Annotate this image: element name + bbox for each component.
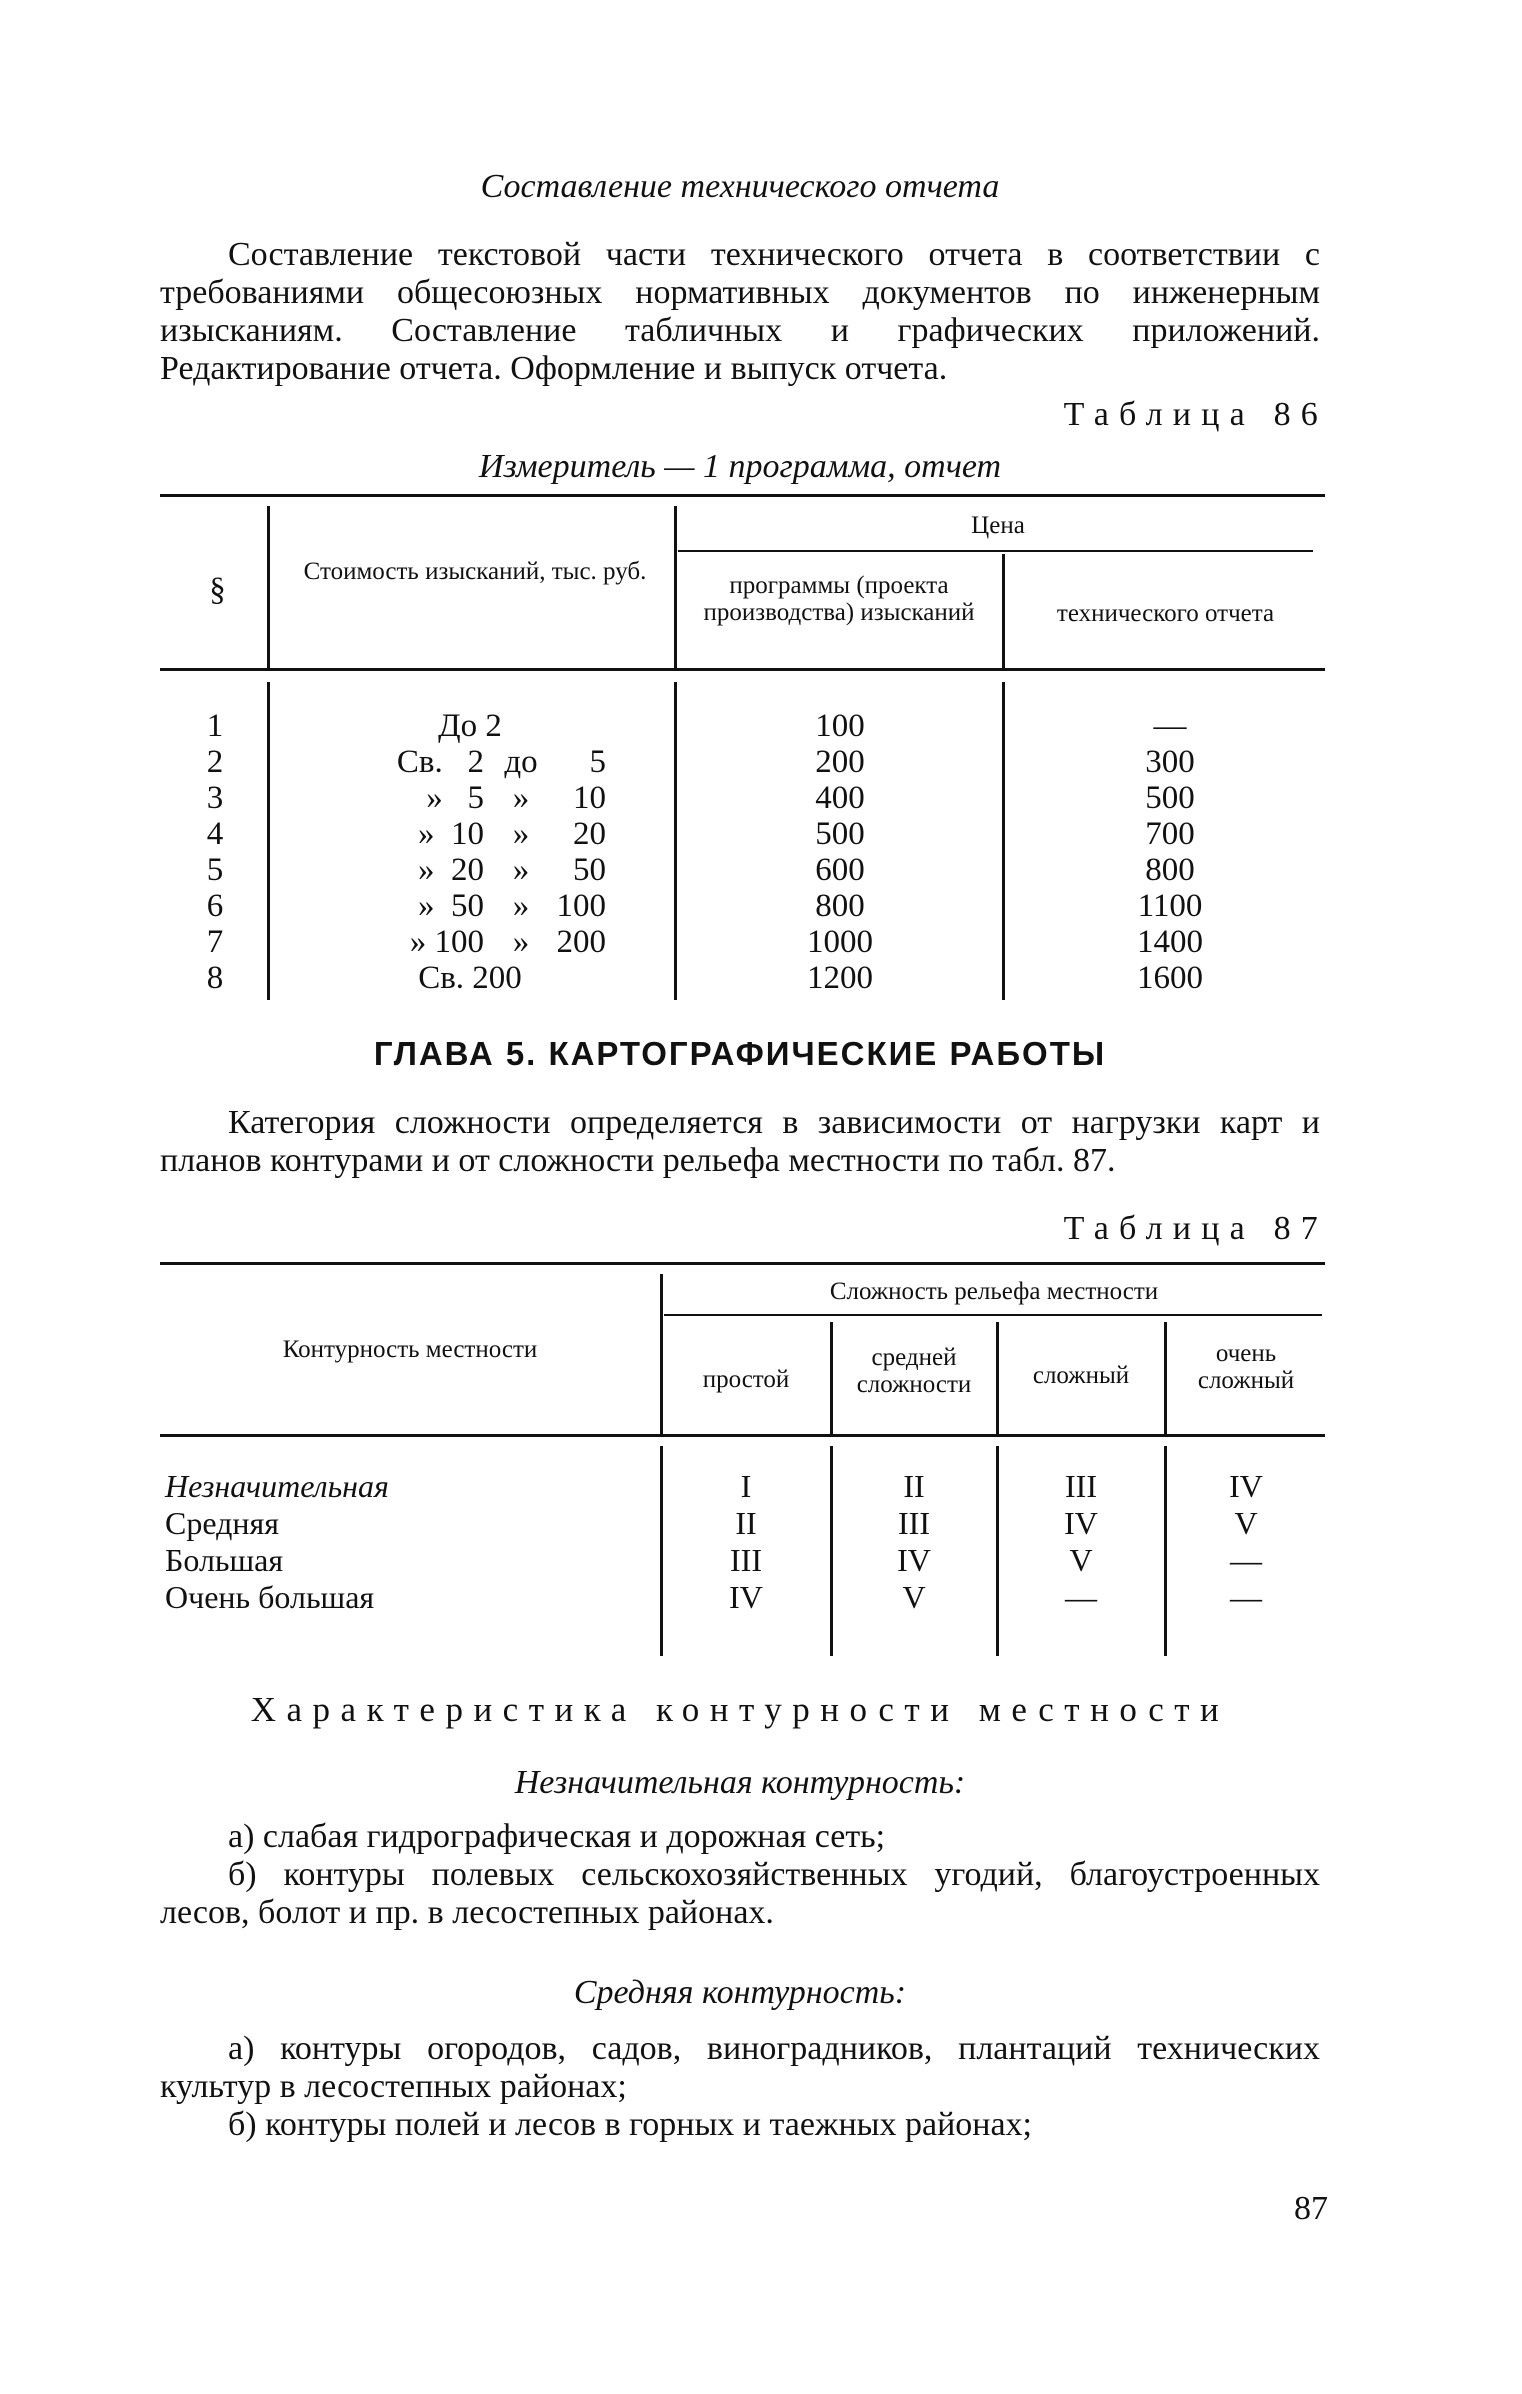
table86-row-to: 100 bbox=[556, 888, 606, 924]
table86-row-from: » 100 bbox=[409, 924, 484, 960]
medium-contour-heading: Средняя контурность: bbox=[573, 1974, 907, 2011]
table86-row-number: 5 bbox=[206, 852, 224, 888]
table86-divider-2 bbox=[674, 506, 677, 668]
table86-row-number: 6 bbox=[206, 888, 224, 924]
table87-row-medium: IV bbox=[897, 1542, 931, 1578]
table87-row-simple: II bbox=[735, 1505, 757, 1541]
table87-header-rule bbox=[160, 1434, 1325, 1437]
report-section-heading: Составление технического отчета bbox=[480, 168, 1000, 205]
table86-row-program: 100 bbox=[815, 708, 865, 744]
table86-top-rule bbox=[160, 494, 1325, 497]
table87-divider-3 bbox=[996, 1322, 999, 1434]
table86-row-report: 500 bbox=[1145, 780, 1195, 816]
table87-row-simple: IV bbox=[729, 1579, 763, 1615]
table87-row-complex: III bbox=[1065, 1468, 1097, 1504]
table86-row-sep: » bbox=[512, 780, 530, 816]
table87-body-divider-4 bbox=[1164, 1446, 1167, 1656]
table87-header-medium: средней сложности bbox=[856, 1344, 972, 1398]
table87-row-name: Большая bbox=[165, 1542, 284, 1578]
table86-row-sep: » bbox=[512, 924, 530, 960]
table86-row-number: 1 bbox=[206, 708, 224, 744]
table86-row-from: » 50 bbox=[418, 888, 484, 924]
table87-divider-4 bbox=[1164, 1322, 1167, 1434]
table86-row-report: 300 bbox=[1145, 744, 1195, 780]
table87-row-medium: III bbox=[898, 1505, 930, 1541]
table86-row-to: 50 bbox=[573, 852, 606, 888]
table86-row-sep: » bbox=[512, 888, 530, 924]
table86-header-cost: Стоимость изысканий, тыс. руб. bbox=[303, 558, 647, 585]
table86-row-program: 800 bbox=[815, 888, 865, 924]
table87-row-complex: V bbox=[1069, 1542, 1093, 1578]
table87-body-divider-2 bbox=[830, 1446, 833, 1656]
table86-row-program: 1000 bbox=[807, 924, 873, 960]
table86-row-to: 10 bbox=[573, 780, 606, 816]
table86-row-sep: » bbox=[512, 816, 530, 852]
table87-row-name: Средняя bbox=[165, 1505, 279, 1541]
table87-label: Таблица 87 bbox=[1063, 1210, 1328, 1247]
medium-contour-item-a: а) контуры огородов, садов, виноградников, плантаций технических культур в лесостепных районах; bbox=[160, 2030, 1320, 2105]
minor-contour-item-b: б) контуры полевых сельскохозяйственных угодий, благоустроенных лесов, болот и пр. в лесостепных районах. bbox=[160, 1856, 1320, 1931]
table87-row-medium: V bbox=[902, 1579, 926, 1615]
table86-row-number: 2 bbox=[206, 744, 224, 780]
table86-row-from: » 20 bbox=[418, 852, 484, 888]
table87-row-name: Очень большая bbox=[165, 1579, 375, 1615]
table87-header-contour: Контурность местности bbox=[282, 1336, 538, 1363]
table87-row-simple: I bbox=[740, 1468, 752, 1504]
table86-row-report: 1600 bbox=[1137, 960, 1203, 996]
chapter5-title: ГЛАВА 5. КАРТОГРАФИЧЕСКИЕ РАБОТЫ bbox=[373, 1035, 1107, 1072]
table86-row-program: 1200 bbox=[807, 960, 873, 996]
report-section-paragraph: Составление текстовой части технического отчета в соответствии с требованиями общесоюзных нормативных документов по инженерным изысканиям. Составление табличных и графических приложений. Редактирование отчета. Оформление и выпуск отчета. bbox=[160, 236, 1320, 387]
table86-row-from: » 5 bbox=[426, 780, 484, 816]
table86-body-divider-2 bbox=[674, 682, 677, 1000]
table87-row-complex: IV bbox=[1064, 1505, 1098, 1541]
table86-unit: Измеритель — 1 программа, отчет bbox=[478, 448, 1002, 485]
table86-price-rule bbox=[678, 550, 1313, 552]
table86-body-divider-1 bbox=[267, 682, 270, 1000]
minor-contour-item-a: а) слабая гидрографическая и дорожная сеть; bbox=[228, 1818, 886, 1855]
table86-header-section: § bbox=[209, 572, 226, 608]
characteristics-title: Характеристика контурности местности bbox=[250, 1690, 1230, 1729]
table87-body-divider-1 bbox=[660, 1446, 663, 1656]
table87-header-relief: Сложность рельефа местности bbox=[829, 1278, 1159, 1305]
medium-contour-item-b: б) контуры полей и лесов в горных и таежных районах; bbox=[228, 2106, 1032, 2143]
table86-row-program: 500 bbox=[815, 816, 865, 852]
table86-row-from: » 10 bbox=[418, 816, 484, 852]
table86-body-divider-3 bbox=[1002, 682, 1005, 1000]
table86-header-rule bbox=[160, 668, 1325, 671]
table86-divider-3 bbox=[1002, 554, 1005, 668]
table87-row-very-complex: — bbox=[1230, 1579, 1262, 1615]
table87-row-very-complex: V bbox=[1234, 1505, 1258, 1541]
table87-header-very-complex: очень сложный bbox=[1197, 1340, 1295, 1394]
table87-row-name: Незначительная bbox=[165, 1468, 389, 1504]
table87-body-divider-3 bbox=[996, 1446, 999, 1656]
table86-row-program: 400 bbox=[815, 780, 865, 816]
table86-header-report: технического отчета bbox=[1056, 600, 1275, 627]
table86-row-to: 20 bbox=[573, 816, 606, 852]
table86-row-number: 8 bbox=[206, 960, 224, 996]
table87-row-complex: — bbox=[1065, 1579, 1097, 1615]
table86-row-report: 700 bbox=[1145, 816, 1195, 852]
table87-row-very-complex: — bbox=[1230, 1542, 1262, 1578]
table87-relief-rule bbox=[664, 1314, 1322, 1316]
table86-row-report: 1400 bbox=[1137, 924, 1203, 960]
table86-row-to: 200 bbox=[556, 924, 606, 960]
table86-header-price: Цена bbox=[971, 512, 1025, 539]
table86-row-sep: до bbox=[504, 744, 538, 780]
table86-divider-1 bbox=[267, 506, 270, 668]
table86-row-number: 4 bbox=[206, 816, 224, 852]
table86-row-range: До 2 bbox=[438, 708, 502, 744]
table86-header-program: программы (проекта производства) изысканий bbox=[703, 572, 975, 626]
table87-divider-1 bbox=[660, 1274, 663, 1434]
table86-row-number: 3 bbox=[206, 780, 224, 816]
minor-contour-heading: Незначительная контурность: bbox=[514, 1764, 966, 1801]
table86-row-report: 1100 bbox=[1137, 888, 1203, 924]
table86-row-program: 600 bbox=[815, 852, 865, 888]
table87-header-complex: сложный bbox=[1032, 1362, 1130, 1389]
table87-divider-2 bbox=[830, 1322, 833, 1434]
table86-row-range: Св. 200 bbox=[418, 960, 522, 996]
table86-row-sep: » bbox=[512, 852, 530, 888]
table87-header-simple: простой bbox=[702, 1366, 790, 1393]
table86-row-from: Св. 2 bbox=[396, 744, 484, 780]
table86-row-report: 800 bbox=[1145, 852, 1195, 888]
page-number: 87 bbox=[1294, 2190, 1328, 2227]
table87-row-simple: III bbox=[730, 1542, 762, 1578]
table86-row-report: — bbox=[1153, 708, 1187, 744]
table87-top-rule bbox=[160, 1262, 1325, 1265]
table86-row-program: 200 bbox=[815, 744, 865, 780]
table86-row-to: 5 bbox=[589, 744, 606, 780]
chapter5-paragraph: Категория сложности определяется в зависимости от нагрузки карт и планов контурами и от сложности рельефа местности по табл. 87. bbox=[160, 1104, 1320, 1179]
table86-row-number: 7 bbox=[206, 924, 224, 960]
table86-label: Таблица 86 bbox=[1063, 396, 1328, 433]
table87-row-very-complex: IV bbox=[1229, 1468, 1263, 1504]
table87-row-medium: II bbox=[903, 1468, 925, 1504]
